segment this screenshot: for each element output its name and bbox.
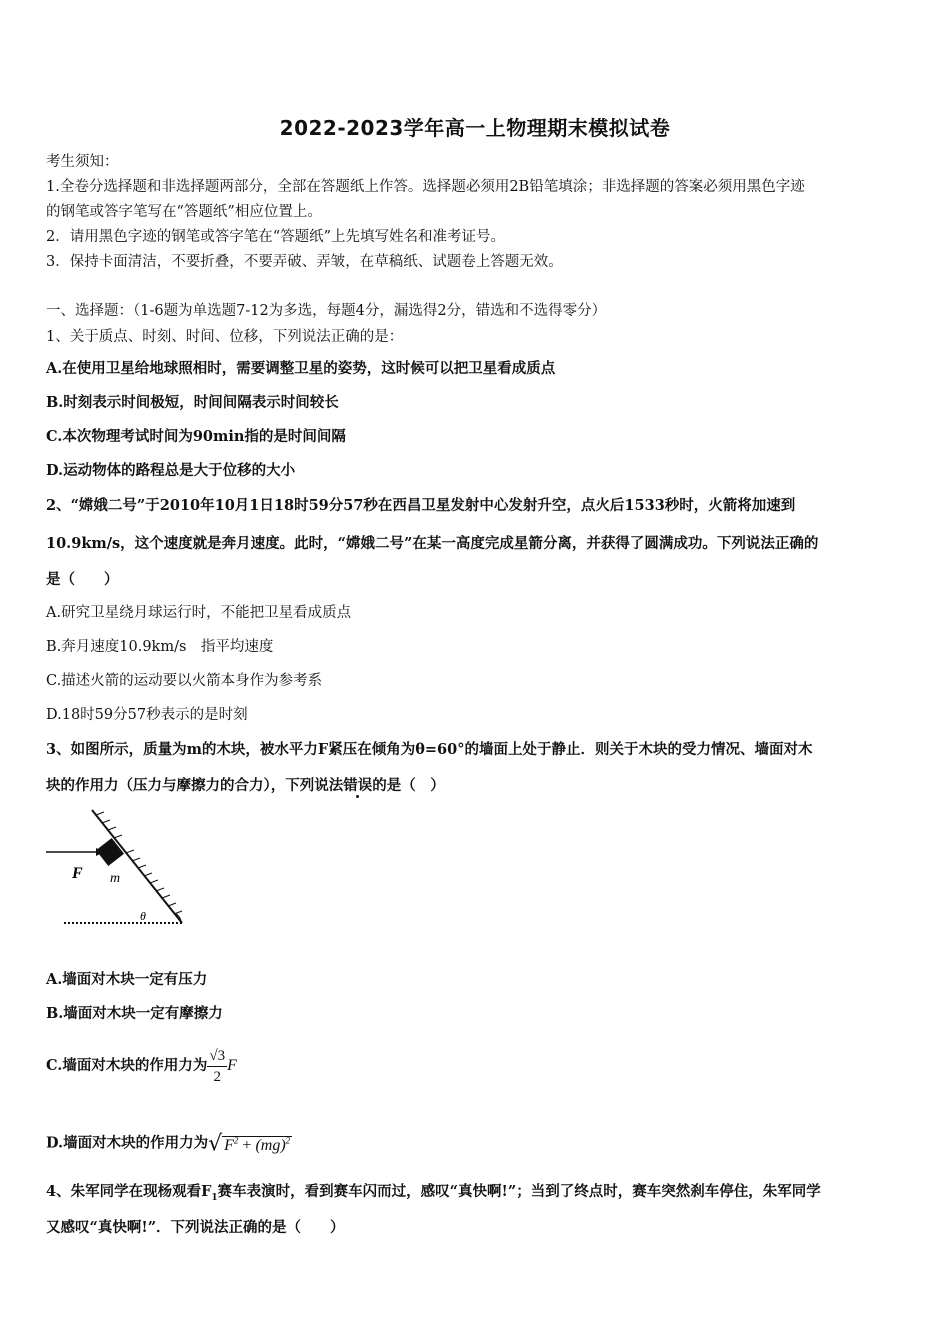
q3-stem-b-emphasis: 错误: [343, 777, 373, 794]
q3-option-c: [46, 1044, 911, 1094]
sqrt-radical-icon: √: [208, 1131, 223, 1157]
q2-option-a: A.研究卫星绕月球运行时，不能把卫星看成质点: [46, 605, 352, 621]
q2-stem-b: 10.9km/s，这个速度就是奔月速度。此时，“嫦娥二号”在某一高度完成星箭分离，并获得了圆满成功。下列说法正确的: [46, 535, 819, 552]
notice-heading: 考生须知：: [46, 154, 119, 170]
radicand-F: F: [224, 1137, 234, 1155]
q3-stem-b-pre: 块的作用力（压力与摩擦力的合力），下列说法: [46, 777, 344, 794]
sqrt-radicand: [222, 1136, 292, 1154]
q2-option-c: C.描述火箭的运动要以火箭本身作为参考系: [46, 673, 323, 689]
q1-option-b: B.时刻表示时间极短，时间间隔表示时间较长: [46, 394, 339, 411]
sqrt-expression: [208, 1127, 292, 1160]
fraction-denominator: 2: [213, 1068, 221, 1085]
force-variable: F: [227, 1057, 237, 1074]
q3-option-a: A.墙面对木块一定有压力: [46, 971, 208, 988]
q2-option-d: D.18时59分57秒表示的是时刻: [46, 707, 248, 723]
q3-stem-b: [46, 776, 911, 796]
q2-stem-a: 2、“嫦娥二号”于2010年10月1日18时59分57秒在西昌卫星发射中心发射升空，点火后1533秒时，火箭将加速到: [46, 497, 796, 514]
notice-item-1b: 的钢笔或答字笔写在“答题纸”相应位置上。: [46, 204, 322, 220]
force-label: F: [72, 865, 83, 882]
radicand-plus: +: [238, 1137, 256, 1155]
q2-option-b: B.奔月速度10.9km/s 指平均速度: [46, 639, 274, 655]
q1-option-a: A.在使用卫星给地球照相时，需要调整卫星的姿势，这时候可以把卫星看成质点: [46, 360, 556, 377]
incline-diagram: [44, 806, 194, 931]
q3-option-b: B.墙面对木块一定有摩擦力: [46, 1005, 223, 1022]
radicand-exp-1: 2: [233, 1136, 239, 1146]
q3-option-c-text: C.墙面对木块的作用力为: [46, 1057, 208, 1074]
q3-stem-b-post: 的是（ ）: [372, 777, 445, 794]
notice-item-3: 3．保持卡面清洁，不要折叠，不要弄破、弄皱，在草稿纸、试题卷上答题无效。: [46, 254, 563, 270]
section-heading: 一、选择题：（1-6题为单选题7-12为多选，每题4分，漏选得2分，错选和不选得零分）: [46, 303, 607, 319]
page-title: 2022-2023学年高一上物理期末模拟试卷: [279, 116, 671, 140]
q1-option-c: C.本次物理考试时间为90min指的是时间间隔: [46, 428, 346, 445]
angle-label: θ: [140, 909, 146, 923]
q3-option-d: [46, 1127, 911, 1160]
q2-stem-c: 是（ ）: [46, 571, 119, 588]
q4-stem-a: [46, 1182, 911, 1208]
radicand-mg: (mg): [255, 1137, 286, 1155]
q1-option-d: D.运动物体的路程总是大于位移的大小: [46, 462, 296, 479]
q4-stem-a-sub: 1: [211, 1192, 218, 1203]
q4-stem-b: 又感叹“真快啊!”．下列说法正确的是（ ）: [46, 1219, 345, 1236]
notice-item-1a: 1.全卷分选择题和非选择题两部分，全部在答题纸上作答。选择题必须用2B铅笔填涂；非选择题的答案必须用黑色字迹: [46, 179, 805, 195]
q4-stem-a-post: 赛车表演时，看到赛车闪而过，感叹“真快啊!”；当到了终点时，赛车突然刹车停住，朱军同学: [217, 1183, 821, 1200]
q4-stem-a-pre: 4、朱军同学在现杨观看F: [46, 1183, 212, 1200]
fraction-numerator: √3: [207, 1046, 227, 1067]
mass-label: m: [110, 871, 121, 886]
q3-option-d-text: D.墙面对木块的作用力为: [46, 1134, 209, 1152]
radicand-exp-2: 2: [285, 1136, 291, 1146]
q1-stem: 1、关于质点、时刻、时间、位移，下列说法正确的是：: [46, 329, 404, 345]
sqrt3-over-2-fraction: [207, 1046, 227, 1087]
notice-item-2: 2．请用黑色字迹的钢笔或答字笔在“答题纸”上先填写姓名和准考证号。: [46, 229, 506, 245]
q3-stem-a: 3、如图所示，质量为m的木块，被水平力F紧压在倾角为θ=60°的墙面上处于静止．则关于木块的受力情况、墙面对木: [46, 741, 813, 758]
